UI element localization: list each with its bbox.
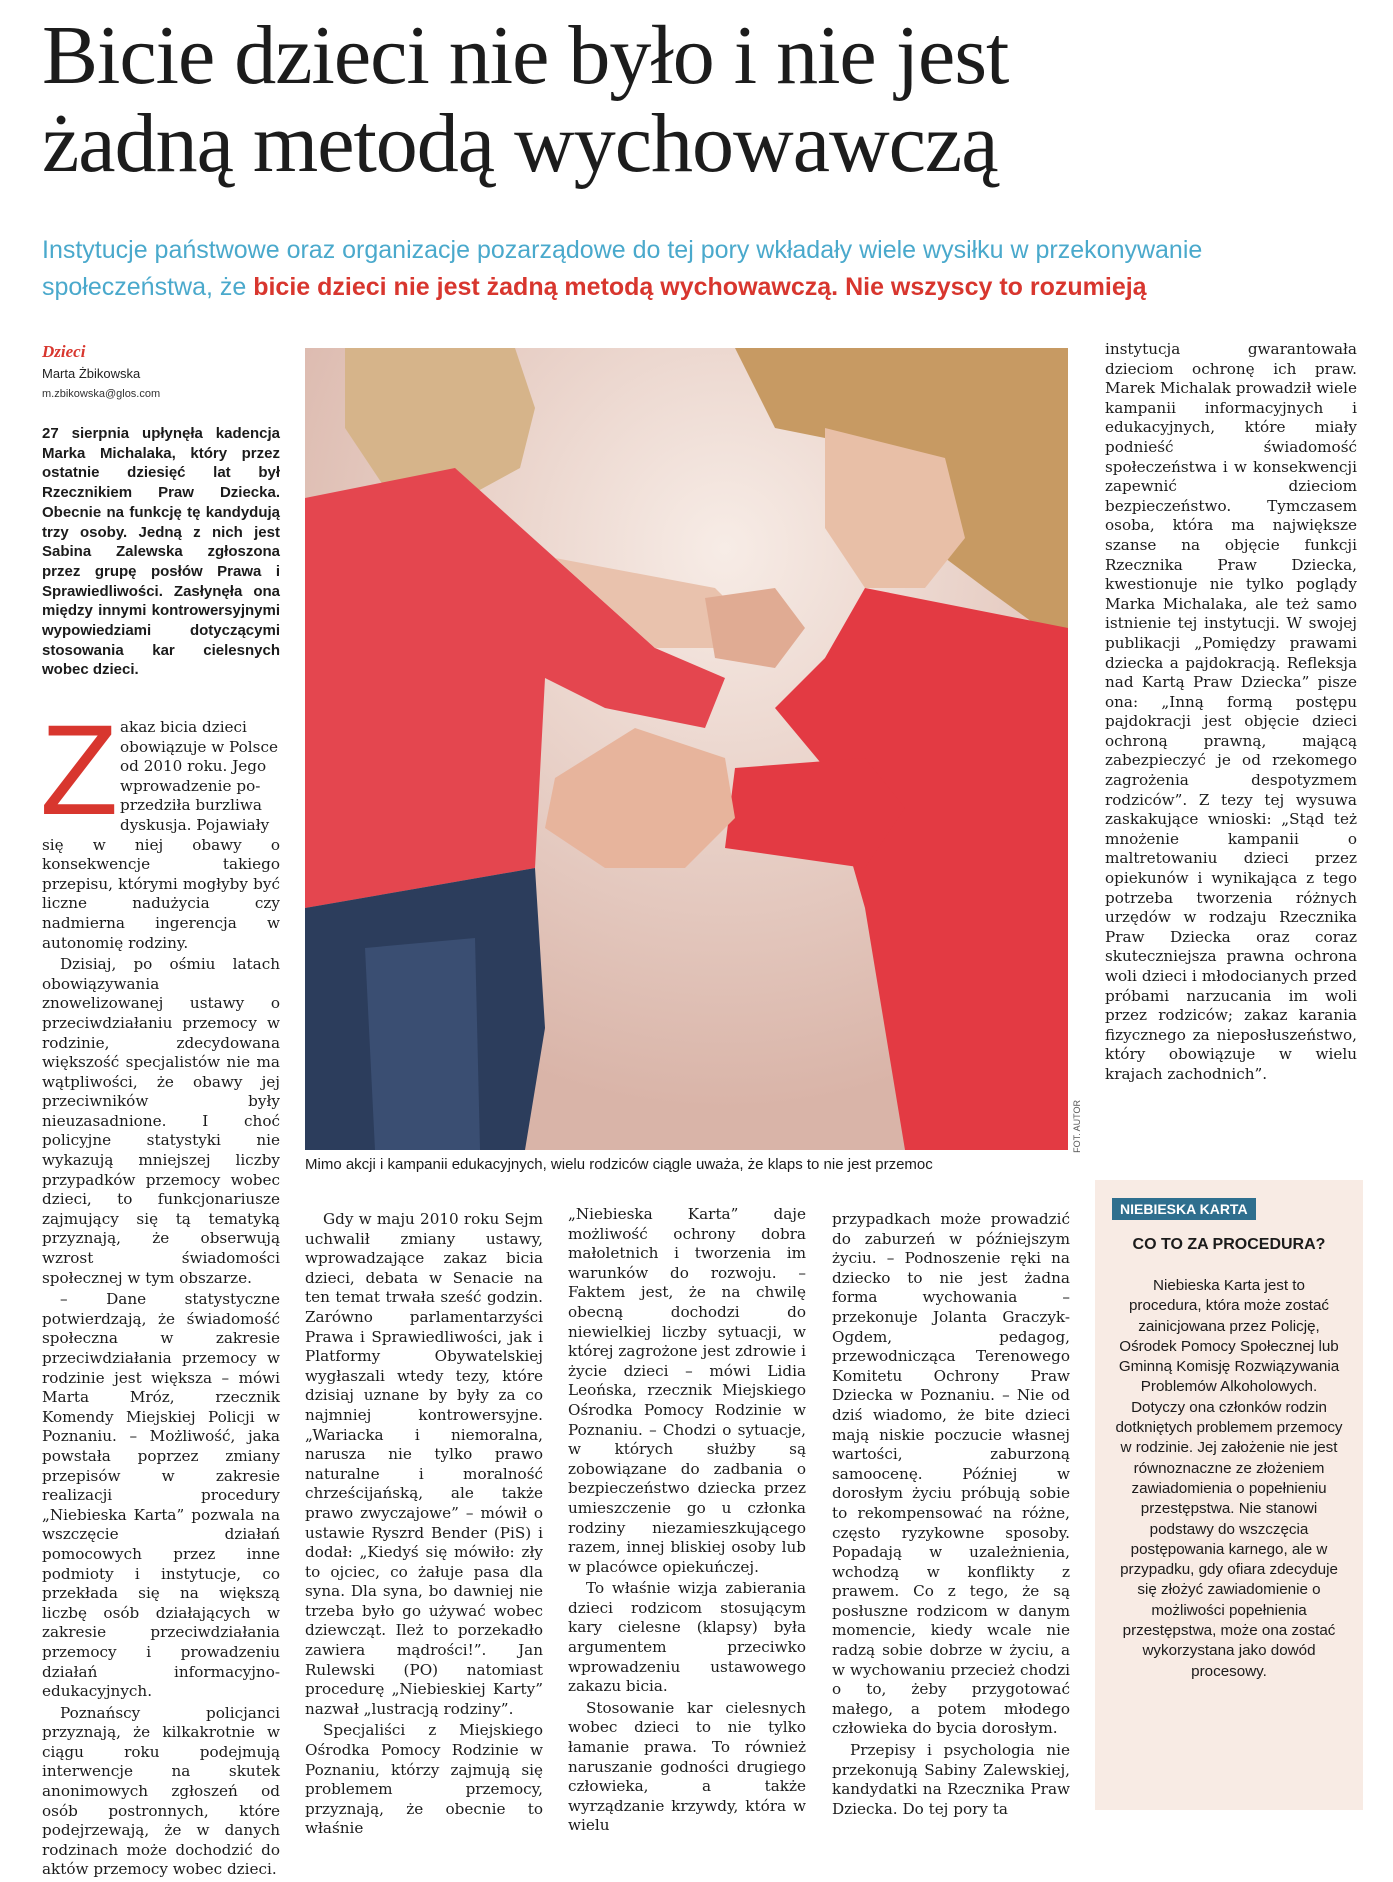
dropcap-line: akaz bicia dzieci <box>120 718 247 736</box>
column-4 <box>832 1210 1070 1821</box>
paragraph: przypadkach może prowadzić do zaburzeń w późniejszym życiu. – Podnoszenie ręki na dziecko to nie jest żadna forma wychowania – przekonuje Jolanta Graczyk-Ogdem, pedagog, przewodnicząca Terenowego Komitetu Ochrony Praw Dziecka w Poznaniu. – Nie od dziś wiadomo, że bite dzieci mają niskie poczucie własnej wartości, zaburzoną samoocenę. Później w dorosłym życiu próbują sobie to rekompensować na różne, często ryzykowne sposoby. Popadają w uzależnienia, wchodzą w konflikty z prawem. Co z tego, że są posłuszne rodzicom w danym momencie, kiedy wcale nie radzą sobie dobrze w życiu, a w wychowaniu przecież chodzi o to, żeby przygotować małego, a potem młodego człowieka do bycia dorosłym. <box>832 1210 1070 1738</box>
headline <box>42 9 1362 190</box>
info-box-title: CO TO ZA PROCEDURA? <box>1132 1236 1326 1253</box>
photo-illustration <box>305 348 1068 1150</box>
paragraph: Dzisiaj, po ośmiu latach obowiązywania znowelizowanej ustawy o przeciwdziałaniu przemocy w rodzinie, zdecydowana większość specjalistów nie ma wątpliwości, że obawy jej przeciwników były nieuzasadnione. I choć policyjne statystyki nie wykazują mniejszej liczby przypadków przemocy wobec dzieci, to funkcjonariusze zajmujący się tą tematyką przyznają, że obserwują wzrost świadomości społecznej w tym obszarze. <box>42 955 280 1287</box>
paragraph: Gdy w maju 2010 roku Sejm uchwalił zmiany ustawy, wprowadzające zakaz bicia dzieci, debata w Senacie na ten temat trwała sześć godzin. Zarówno parlamentarzyści Prawa i Sprawiedliwości, jak i Platformy Obywatelskiej wygłaszali wtedy tezy, które dzisiaj uznane by były za co najmniej kontrowersyjne. „Wariacka i niemoralna, narusza nie tylko prawo naturalne i moralność chrześcijańską, ale także prawo zwyczajowe” – mówił o ustawie Ryszrd Bender (PiS) i dodał: „Kiedyś się mówiło: zły to ojciec, co żałuje pasa dla syna. Dla syna, bo dawniej nie trzeba było go używać wobec dziewcząt. Ileż to porzekadło zawiera mądrości!”. Jan Rulewski (PO) natomiast procedurę „Niebieskiej Karty” nazwał „lustracją rodziny”. <box>305 1210 543 1718</box>
right-column <box>1105 340 1357 1087</box>
dropcap-line: wprowadzenie po- <box>120 776 261 795</box>
dropcap-line: obowiązuje w Polsce <box>120 737 278 756</box>
section-label: Dzieci <box>42 342 86 361</box>
dropcap-line: dyskusja. Pojawiały <box>120 815 270 834</box>
article-photo <box>305 348 1068 1150</box>
paragraph: Stosowanie kar cielesnych wobec dzieci to nie tylko łamanie prawa. To również naruszanie godności drugiego człowieka, a także wyrządzanie krzywdy, która w wielu <box>568 1698 806 1835</box>
paragraph: się w niej obawy o konsekwencje takiego przepisu, którymi mogłyby być liczne nadużycia czy nadmierna ingerencja w autonomię rodziny. <box>42 835 280 952</box>
paragraph: „Niebieska Karta” daje możliwość ochrony dobra małoletnich i tworzenia im warunków do rozwoju. – Faktem jest, że na chwilę obecną dochodzi do niewielkiej liczby sytuacji, w której zagrożone jest zdrowie i życie dzieci – mówi Lidia Leońska, rzecznik Miejskiego Ośrodka Pomocy Rodzinie w Poznaniu. – Chodzi o sytuacje, w których służby są zobowiązane do zadbania o bezpieczeństwo dziecka przez umieszczenie go u członka rodziny niezamieszkującego razem, innej bliskiej osoby lub w placówce opiekuńczej. <box>568 1205 806 1576</box>
info-box-tag: NIEBIESKA KARTA <box>1112 1198 1256 1220</box>
paragraph: Przepisy i psychologia nie przekonują Sabiny Zalewskiej, kandydatki na Rzecznika Praw Dziecka. Do tej pory ta <box>832 1741 1070 1818</box>
photo-caption: Mimo akcji i kampanii edukacyjnych, wielu rodziców ciągle uważa, że klaps to nie jest przemoc <box>305 1156 933 1173</box>
headline-line-2: żadną metodą wychowawczą <box>42 97 998 190</box>
author-email: m.zbikowska@glos.com <box>42 388 161 400</box>
info-box <box>1095 1180 1363 1810</box>
paragraph: instytucja gwarantowała dzieciom ochronę ich praw. Marek Michalak prowadził wiele kampanii informacyjnych i edukacyjnych, które miały podnieść świadomość społeczeństwa i w konsekwencji zapewnić dzieciom bezpieczeństwo. Tymczasem osoba, która ma największe szanse na objęcie funkcji Rzecznika Praw Dziecka, kwestionuje nie tylko poglądy Marka Michalaka, ale też samo istnienie tej instytucji. W swojej publikacji „Pomiędzy prawami dziecka a pajdokracją. Refleksja nad Kartą Praw Dziecka” pisze ona: „Inną formą postępu pajdokracji jest objęcie dzieci ochroną prawną, mającą zabezpieczyć je od rzekomego zagrożenia despotyzmem rodziców”. Z tezy tej wysuwa zaskakujące wnioski: „Stąd też mnożenie kampanii o maltretowaniu dzieci przez opiekunów i wynikająca z tego potrzeba tworzenia różnych urzędów w rodzaju Rzecznika Praw Dziecka oraz coraz skuteczniejsza prawna ochrona woli dzieci i młodocianych przed próbami narzucania im woli przez rodziców; zakaz karania fizycznego za nieposłuszeństwo, który obowiązuje w wielu krajach zachodnich”. <box>1105 340 1357 1083</box>
dropcap-line: od 2010 roku. Jego <box>120 757 267 776</box>
paragraph: To właśnie wizja zabierania dzieci rodzicom stosującym kary cielesne (klapsy) była argumentem przeciwko wprowadzeniu ustawowego zakazu bicia. <box>568 1579 806 1696</box>
author-byline: Marta Żbikowska <box>42 366 141 381</box>
paragraph: – Dane statystyczne potwierdzają, że świadomość społeczna w zakresie przeciwdziałania przemocy w rodzinie jest większa – mówi Marta Mróz, rzecznik Komendy Miejskiej Policji w Poznaniu. – Możliwość, jaka powstała poprzez zmiany przepisów w zakresie realizacji procedury „Niebieska Karta” pozwala na wszczęcie działań pomocowych przez inne podmioty i instytucje, co przekłada się na większą liczbę osób działających w zakresie przeciwdziałania przemocy i prowadzeniu działań informacyjno-edukacyjnych. <box>42 1290 280 1701</box>
info-box-text: Niebieska Karta jest to procedura, która może zostać zainicjowana przez Policję, Ośrodek Pomocy Społecznej lub Gminną Komisję Rozwiązywania Problemów Alkoholowych. Dotyczy ona członków rodzin dotkniętych problemem przemocy w rodzinie. Jej założenie nie jest równoznaczne ze złożeniem zawiadomienia o popełnieniu przestępstwa. Nie stanowi podstawy do wszczęcia postępowania karnego, ale w przypadku, gdy ofiara zdecyduje się złożyć zawiadomienie o możliwości popełnienia przestępstwa, może ona zostać wykorzystana jako dowód procesowy. <box>1115 1277 1343 1680</box>
dropcap-letter: Z <box>40 699 119 842</box>
column-1 <box>40 699 280 1882</box>
intro-paragraph: 27 sierpnia upłynęła kadencja Marka Michalaka, który przez ostatnie dziesięć lat był Rzecznikiem Praw Dziecka. Obecnie na funkcję tę kandydują trzy osoby. Jedną z nich jest Sabina Zalewska zgłoszona przez grupę posłów Prawa i Sprawiedliwości. Zasłynęła ona między innymi kontrowersyjnymi wypowiedziami dotyczącymi stosowania kar cielesnych wobec dzieci. <box>42 425 280 679</box>
column-2 <box>305 1210 543 1841</box>
photo-credit: FOT. AUTOR <box>1072 1100 1082 1153</box>
paragraph: Specjaliści z Miejskiego Ośrodka Pomocy Rodzinie w Poznaniu, którzy zajmują się problemem przemocy, przyznają, że obecnie to właśnie <box>305 1721 543 1838</box>
lead-text: Instytucje państwowe oraz organizacje pozarządowe do tej pory wkładały wiele wysiłku w przekonywanie społeczeństwa, że <box>42 236 1203 301</box>
lead-highlight: bicie dzieci nie jest żadną metodą wychowawczą. Nie wszyscy to rozumieją <box>253 273 1147 301</box>
paragraph: Poznańscy policjanci przyznają, że kilkakrotnie w ciągu roku podejmują interwencje na skutek anonimowych zgłoszeń od osób postronnych, które podejrzewają, że w danych rodzinach może dochodzić do aktów przemocy wobec dzieci. <box>42 1703 280 1879</box>
column-3 <box>568 1205 806 1838</box>
headline-line-1: Bicie dzieci nie było i nie jest <box>42 9 1009 102</box>
lead-paragraph <box>42 232 1362 306</box>
dropcap-line: przedziła burzliwa <box>120 796 262 815</box>
